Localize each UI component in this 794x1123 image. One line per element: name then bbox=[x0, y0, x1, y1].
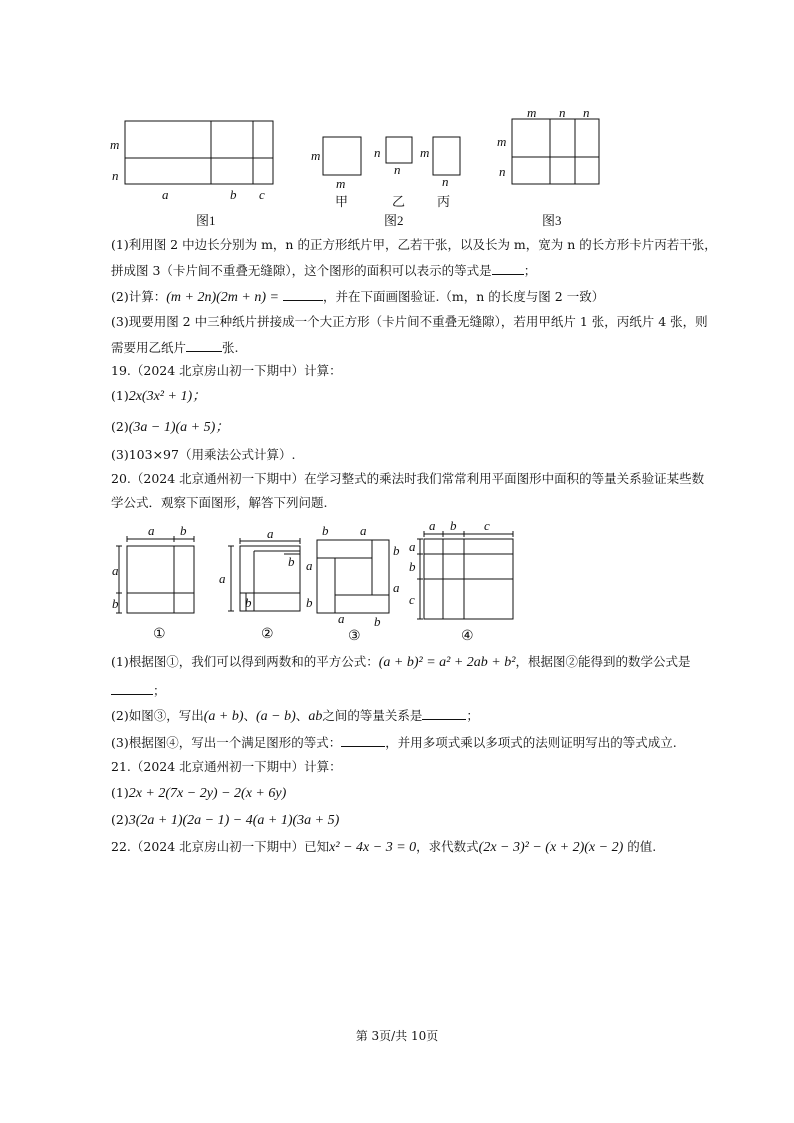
q20-part2-end: ； bbox=[466, 708, 479, 723]
q20-f3-b-left: b bbox=[306, 595, 313, 610]
q18-part3-pre: 需要用乙纸片 bbox=[111, 340, 187, 355]
fig2-yi-side: n bbox=[374, 145, 381, 160]
fig1-label-c: c bbox=[259, 187, 265, 202]
q20-part2 bbox=[111, 707, 711, 726]
q20-f4-a-top: a bbox=[429, 518, 436, 533]
q20-part3 bbox=[111, 734, 711, 752]
fig2-jia-name: 甲 bbox=[335, 194, 349, 209]
fig2-jia-bottom: m bbox=[336, 176, 346, 191]
q20-part1-line1 bbox=[111, 653, 711, 672]
q20-caption-1: ① bbox=[153, 627, 166, 642]
q22-expression: (2x − 3)² − (x + 2)(x − 2) bbox=[478, 840, 624, 855]
fig2-yi-name: 乙 bbox=[392, 194, 406, 209]
fig3-top-n2: n bbox=[583, 105, 590, 120]
q20-figure-3 bbox=[317, 540, 389, 613]
q20-part2-e3: ab bbox=[308, 709, 323, 724]
q19-item1-num: (1) bbox=[111, 388, 129, 403]
q20-caption-4: ④ bbox=[461, 629, 474, 644]
q21-item2-expr: 3(2a + 1)(2a − 1) − 4(a + 1)(3a + 5) bbox=[128, 813, 340, 828]
q18-part2-blank[interactable] bbox=[283, 288, 323, 301]
q20-part3-post: ，并用多项式乘以多项式的法则证明写出的等式成立. bbox=[385, 735, 677, 750]
q18-part1-text: 拼成图 3（卡片间不重叠无缝隙），这个图形的面积可以表示的等式是 bbox=[111, 263, 492, 278]
q21-title: 21.（2024 北京通州初一下期中）计算： bbox=[111, 759, 342, 774]
q20-part2-sep1: 、 bbox=[243, 708, 257, 723]
q18-part1-end: ； bbox=[523, 263, 537, 278]
q20-title-line2: 学公式．观察下面图形，解答下列问题. bbox=[111, 495, 328, 510]
q20-part1-end: ； bbox=[153, 683, 166, 698]
q22-pre: 22.（2024 北京房山初一下期中）已知 bbox=[111, 839, 330, 854]
q20-f2-b-bottom: b bbox=[245, 595, 252, 610]
q20-title-line1: 20.（2024 北京通州初一下期中）在学习整式的乘法时我们常常利用平面图形中面积的等量关系验证某些数 bbox=[111, 471, 705, 486]
q18-part1-line1: (1)利用图 2 中边长分别为 m，n 的正方形纸片甲，乙若干张，以及长为 m，宽为 n 的长方形卡片丙若干张， bbox=[111, 237, 717, 252]
q21-item2-num: (2) bbox=[111, 812, 129, 827]
q18-part3-post: 张. bbox=[222, 340, 239, 355]
q19-item1 bbox=[111, 387, 711, 406]
q20-f3-a-left: a bbox=[306, 558, 313, 573]
q20-figures bbox=[0, 518, 794, 648]
q19-item2-expr: (3a − 1)(a + 5)； bbox=[128, 420, 230, 435]
q20-f3-b-bottom: b bbox=[374, 614, 381, 629]
q20-part1-formula: (a + b)² = a² + 2ab + b² bbox=[378, 655, 516, 670]
q20-f3-a-bottom: a bbox=[338, 611, 345, 626]
figure-2 bbox=[323, 137, 460, 175]
q20-part2-e1: (a + b) bbox=[203, 709, 244, 724]
q20-f4-b-top: b bbox=[450, 518, 457, 533]
q20-f2-b-in: b bbox=[288, 554, 295, 569]
q20-f1-a-top: a bbox=[148, 523, 155, 538]
fig2-bing-name: 丙 bbox=[437, 194, 451, 209]
fig2-caption: 图2 bbox=[384, 213, 404, 228]
q18-part3-blank[interactable] bbox=[186, 339, 222, 352]
fig3-side-m: m bbox=[497, 134, 507, 149]
figure-1 bbox=[125, 121, 273, 184]
q20-f4-c-side: c bbox=[409, 592, 415, 607]
q20-f2-a-top: a bbox=[267, 526, 274, 541]
q19-item2 bbox=[111, 418, 711, 437]
q18-part3-line2 bbox=[111, 339, 711, 357]
fig1-caption: 图1 bbox=[196, 213, 216, 228]
q22 bbox=[111, 838, 711, 857]
q18-part2-post: ，并在下面画图验证.（m，n 的长度与图 2 一致） bbox=[322, 289, 605, 304]
q20-part3-blank[interactable] bbox=[341, 734, 385, 747]
q20-part2-pre: (2)如图③，写出 bbox=[111, 708, 204, 723]
q20-caption-3: ③ bbox=[348, 629, 361, 644]
q20-f3-b-right: b bbox=[393, 543, 400, 558]
q21-item1-num: (1) bbox=[111, 785, 129, 800]
q20-part2-blank[interactable] bbox=[422, 707, 466, 720]
q20-part1-post: ，根据图②能得到的数学公式是 bbox=[515, 654, 691, 669]
figures-top bbox=[0, 0, 794, 230]
q19-item2-num: (2) bbox=[111, 419, 129, 434]
q20-part2-sep2: 、 bbox=[295, 708, 309, 723]
q20-f4-b-side: b bbox=[409, 559, 416, 574]
q20-f1-b-side: b bbox=[112, 596, 119, 611]
q18-part2-pre: (2)计算： bbox=[111, 289, 167, 304]
q20-part1-line2 bbox=[111, 682, 711, 700]
q20-f4-c-top: c bbox=[484, 518, 490, 533]
q20-part3-pre: (3)根据图④，写出一个满足图形的等式： bbox=[111, 735, 342, 750]
q18-part1-line2 bbox=[111, 262, 711, 280]
fig1-label-a: a bbox=[162, 187, 169, 202]
q20-f3-a-right: a bbox=[393, 580, 400, 595]
figure-3 bbox=[512, 119, 599, 184]
fig3-top-n1: n bbox=[559, 105, 566, 120]
q22-post: 的值. bbox=[623, 839, 657, 854]
fig2-bing-side: m bbox=[420, 145, 430, 160]
fig2-jia-side: m bbox=[311, 148, 321, 163]
q18-part1-blank[interactable] bbox=[492, 262, 524, 275]
q20-figure-4 bbox=[417, 531, 513, 619]
fig3-caption: 图3 bbox=[542, 213, 562, 228]
fig1-label-n: n bbox=[112, 168, 119, 183]
fig3-top-m: m bbox=[527, 105, 537, 120]
q20-f3-a-top: a bbox=[360, 523, 367, 538]
fig2-yi-bottom: n bbox=[394, 162, 401, 177]
q20-caption-2: ② bbox=[261, 627, 274, 642]
q20-f1-b-top: b bbox=[180, 523, 187, 538]
fig3-side-n: n bbox=[499, 164, 506, 179]
fig1-label-b: b bbox=[230, 187, 237, 202]
q20-part1-blank[interactable] bbox=[111, 682, 153, 695]
q18-part2 bbox=[111, 288, 711, 307]
q19-item3: (3)103×97（用乘法公式计算）. bbox=[111, 447, 296, 462]
q20-part2-post: 之间的等量关系是 bbox=[322, 708, 423, 723]
q20-figure-2 bbox=[228, 538, 300, 611]
q18-part3-line1: (3)现要用图 2 中三种纸片拼接成一个大正方形（卡片间不重叠无缝隙），若用甲纸片 1 张，丙纸片 4 张，则 bbox=[111, 314, 708, 329]
q21-item1 bbox=[111, 784, 711, 803]
q20-f1-a-side: a bbox=[112, 563, 119, 578]
q20-f3-b-top: b bbox=[322, 523, 329, 538]
q20-f4-a-side: a bbox=[409, 539, 416, 554]
page-footer: 第 3页/共 10页 bbox=[355, 1029, 439, 1043]
fig1-label-m: m bbox=[110, 137, 120, 152]
q18-part2-expr: (m + 2n)(2m + n) = bbox=[166, 290, 279, 305]
q20-figure-1 bbox=[116, 536, 194, 613]
q22-condition: x² − 4x − 3 = 0 bbox=[329, 840, 417, 855]
q21-item2 bbox=[111, 811, 711, 830]
q19-title: 19.（2024 北京房山初一下期中）计算： bbox=[111, 363, 342, 378]
q22-mid: ，求代数式 bbox=[416, 839, 479, 854]
q20-part2-e2: (a − b) bbox=[256, 709, 296, 724]
q20-f2-a-side: a bbox=[219, 571, 226, 586]
fig2-bing-bottom: n bbox=[442, 174, 449, 189]
q20-part1-pre: (1)根据图①，我们可以得到两数和的平方公式： bbox=[111, 654, 379, 669]
q21-item1-expr: 2x + 2(7x − 2y) − 2(x + 6y) bbox=[128, 786, 287, 801]
q19-item1-expr: 2x(3x² + 1)； bbox=[128, 389, 207, 404]
